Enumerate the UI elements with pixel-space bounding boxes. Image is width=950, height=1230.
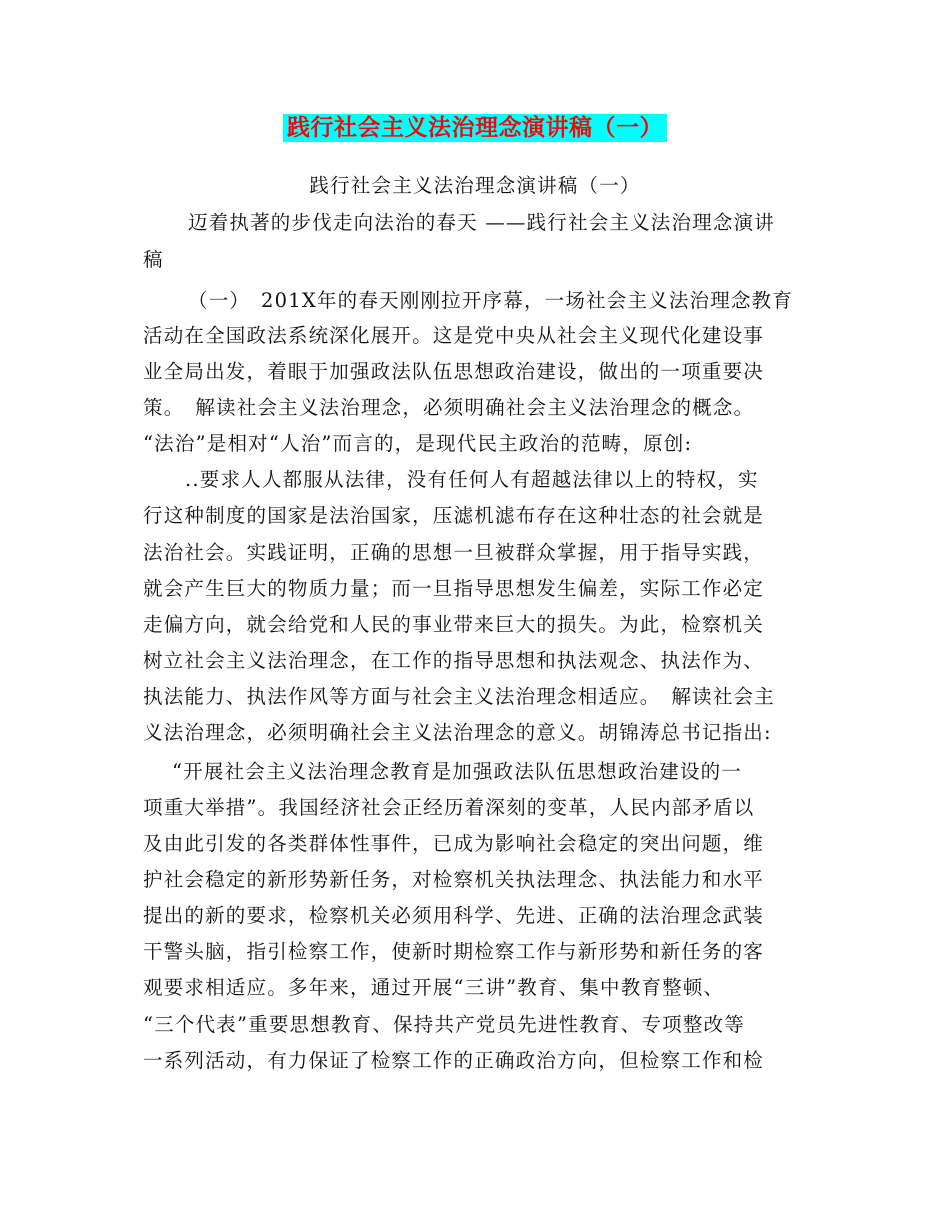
document-title: 践行社会主义法治理念演讲稿（一） [283,114,667,142]
body-line: 执法能力、执法作风等方面与社会主义法治理念相适应。 解读社会主 [143,685,775,708]
title-row [0,114,950,142]
body-line: 行这种制度的国家是法治国家，压滤机滤布存在这种壮态的社会就是 [143,504,765,527]
document-subtitle: 践行社会主义法治理念演讲稿（一） [309,174,641,197]
body-line: 法治社会。实践证明，正确的思想一旦被群众掌握，用于指导实践， [143,541,765,564]
body-line: 护社会稳定的新形势新任务，对检察机关执法理念、执法能力和水平 [143,868,765,891]
body-line: 稿 [143,248,164,271]
body-line: “三个代表”重要思想教育、保持共产党员先进性教育、专项整改等 [143,1013,745,1036]
body-line: 就会产生巨大的物质力量；而一旦指导思想发生偏差，实际工作必定 [143,577,765,600]
body-line: 策。 解读社会主义法治理念，必须明确社会主义法治理念的概念。 [143,396,755,419]
body-line: 提出的新的要求，检察机关必须用科学、先进、正确的法治理念武装 [143,904,765,927]
body-line: 观要求相适应。多年来，通过开展“三讲”教育、集中教育整顿、 [143,976,725,999]
body-line: 活动在全国政法系统深化展开。这是党中央从社会主义现代化建设事 [143,324,765,347]
body-line: 项重大举措”。我国经济社会正经历着深刻的变革，人民内部矛盾以 [143,796,755,819]
body-line: “开展社会主义法治理念教育是加强政法队伍思想政治建设的一 [172,760,743,783]
body-line: 业全局出发，着眼于加强政法队伍思想政治建设，做出的一项重要决 [143,360,765,383]
body-line: 树立社会主义法治理念，在工作的指导思想和执法观念、执法作为、 [143,649,765,672]
body-line: 一系列活动，有力保证了检察工作的正确政治方向，但检察工作和检 [143,1049,765,1072]
body-line: 走偏方向，就会给党和人民的事业带来巨大的损失。为此，检察机关 [143,613,765,636]
body-line: “法治”是相对“人治”而言的，是现代民主政治的范畴，原创: [143,432,693,455]
body-line: 及由此引发的各类群体性事件，已成为影响社会稳定的突出问题，维 [143,832,765,855]
body-line: （一） 201X年的春天刚刚拉开序幕，一场社会主义法治理念教育 [188,289,794,312]
body-line: 干警头脑，指引检察工作，使新时期检察工作与新形势和新任务的客 [143,940,765,963]
body-line: ..要求人人都服从法律，没有任何人有超越法律以上的特权，实 [185,468,759,491]
body-line: 迈着执著的步伐走向法治的春天 ——践行社会主义法治理念演讲 [188,211,775,234]
body-line: 义法治理念，必须明确社会主义法治理念的意义。胡锦涛总书记指出: [143,721,772,744]
